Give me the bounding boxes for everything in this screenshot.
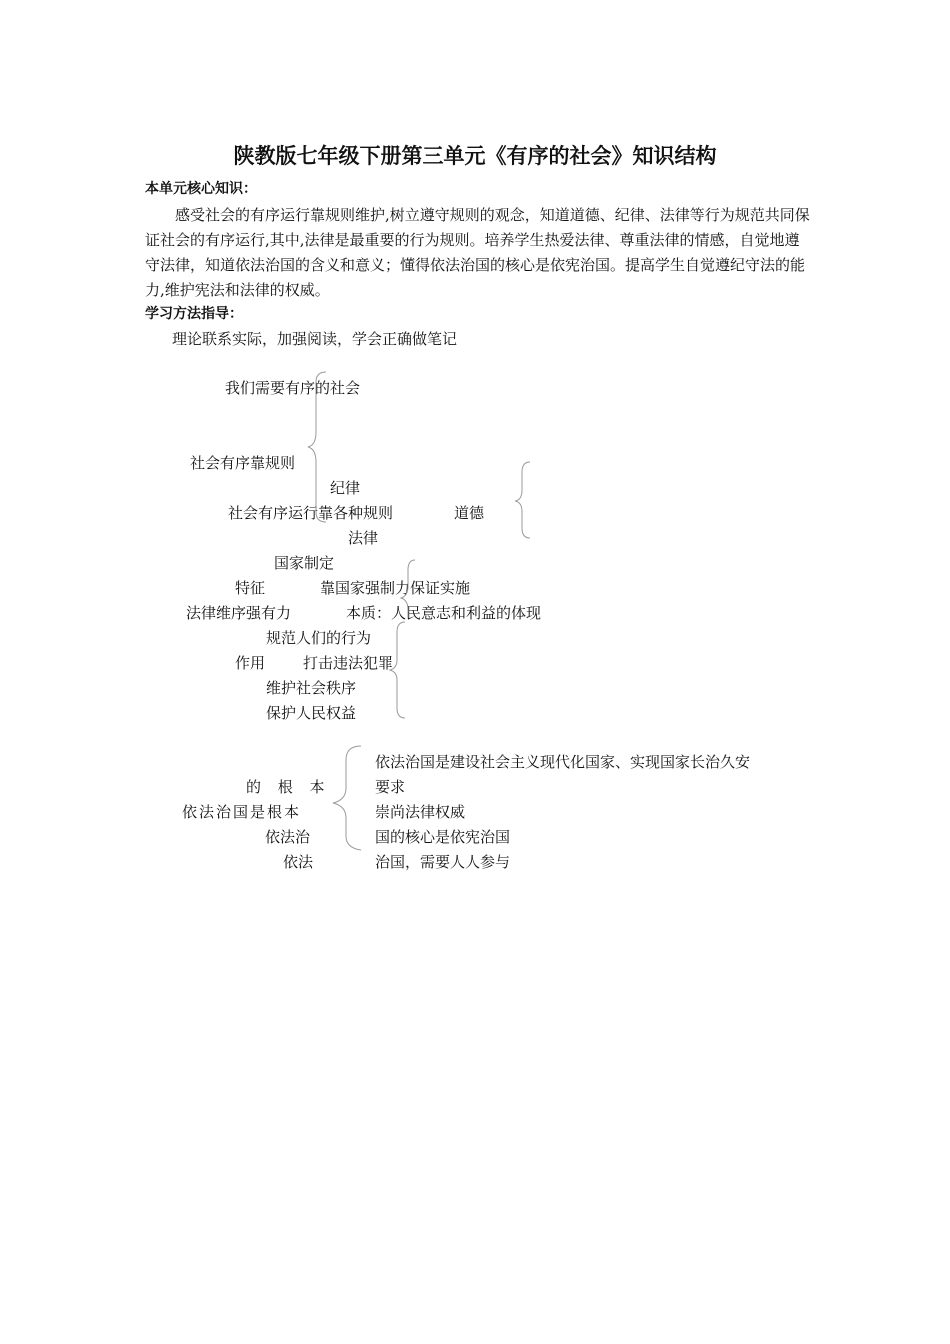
- rule-law-right-line3: 崇尚法律权威: [375, 803, 466, 821]
- node-features: 特征: [235, 579, 266, 597]
- node-order-by-rules: 社会有序靠规则: [190, 454, 296, 472]
- core-knowledge-text: 感受社会的有序运行靠规则维护,树立遵守规则的观念，知道道德、纪律、法律等行为规范共同保证社会的有序运行,其中,法律是最重要的行为规则。培养学生热爱法律、尊重法律的情感，自觉地遵守法律，知道依法治国的含义和意义；懂得依法治国的核心是依宪治国。提高学生自觉遵纪守法的能力,维护宪法和法律的权威。: [145, 206, 810, 299]
- node-regulate-behavior: 规范人们的行为: [266, 629, 372, 647]
- node-morality: 道德: [454, 504, 485, 522]
- rule-law-left-line4: 依法: [283, 853, 314, 871]
- node-need-order: 我们需要有序的社会: [225, 379, 361, 397]
- node-rules-run-society: 社会有序运行靠各种规则: [228, 504, 394, 522]
- document-title: 陕教版七年级下册第三单元《有序的社会》知识结构: [233, 144, 717, 168]
- node-functions: 作用: [235, 654, 266, 672]
- rule-law-right-line4: 国的核心是依宪治国: [375, 828, 511, 846]
- node-protect-rights: 保护人民权益: [266, 704, 357, 722]
- node-essence: 本质：人民意志和利益的体现: [346, 604, 542, 622]
- rule-law-right-line1: 依法治国是建设社会主义现代化国家、实现国家长治久安: [375, 753, 751, 771]
- rule-law-right-line2: 要求: [375, 778, 406, 796]
- node-law: 法律: [348, 529, 379, 547]
- rule-law-left-line2: 依法治国是根本: [182, 803, 302, 821]
- rule-law-left-line1: 的 根 本: [246, 778, 331, 796]
- rule-law-left-line3: 依法治: [265, 828, 311, 846]
- rule-law-right-line5: 治国，需要人人参与: [375, 853, 511, 871]
- brace-rule-of-law: [333, 746, 361, 850]
- method-text: 理论联系实际，加强阅读，学会正确做笔记: [172, 330, 458, 348]
- node-law-maintains-order: 法律维序强有力: [186, 604, 292, 622]
- node-discipline: 纪律: [330, 479, 361, 497]
- node-state-enforcement: 靠国家强制力保证实施: [320, 579, 471, 597]
- node-fight-crime: 打击违法犯罪: [303, 654, 394, 672]
- method-heading: 学习方法指导：: [145, 306, 243, 322]
- core-knowledge-heading: 本单元核心知识：: [145, 181, 257, 197]
- node-state-made: 国家制定: [274, 554, 335, 572]
- node-maintain-order: 维护社会秩序: [266, 679, 357, 697]
- brace-rules-types: [515, 462, 530, 538]
